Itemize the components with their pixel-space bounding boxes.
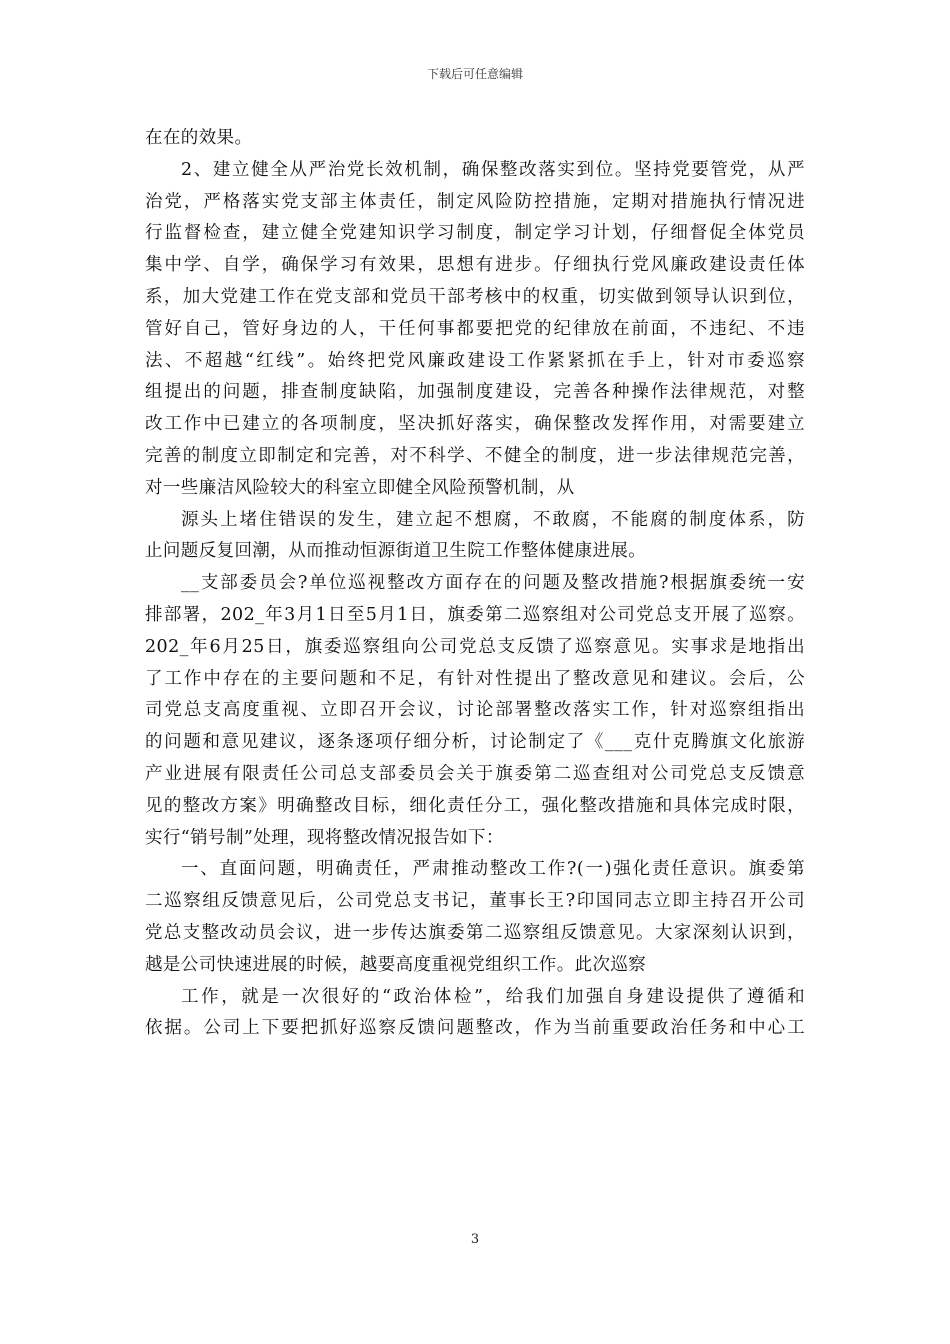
text-line: __支部委员会?单位巡视整改方面存在的问题及整改措施?根据旗委统一安: [181, 573, 805, 594]
text-line: 法、不超越“红线”。始终把党风廉政建设工作紧紧抓在手上，针对市委巡察: [145, 350, 805, 371]
text-line: 系，加大党建工作在党支部和党员干部考核中的权重，切实做到领导认识到位，: [145, 286, 805, 307]
text-line: 见的整改方案》明确整改目标，细化责任分工，强化整改措施和具体完成时限，: [145, 795, 805, 816]
text-line: 排部署，202_年3月1日至5月1日，旗委第二巡察组对公司党总支开展了巡察。: [145, 604, 805, 625]
text-line: 了工作中存在的主要问题和不足，有针对性提出了整改意见和建议。会后，公: [145, 668, 805, 689]
text-line: 实行“销号制”处理，现将整改情况报告如下：: [145, 827, 504, 848]
text-line: 202_年6月25日，旗委巡察组向公司党总支反馈了巡察意见。实事求是地指出: [145, 636, 805, 657]
text-line: 的问题和意见建议，逐条逐项仔细分析，讨论制定了《___克什克腾旗文化旅游: [145, 732, 805, 753]
page-header: 下载后可任意编辑: [426, 67, 523, 81]
text-line: 越是公司快速进展的时候，越要高度重视党组织工作。此次巡察: [145, 954, 647, 975]
text-line: 行监督检查，建立健全党建知识学习制度，制定学习计划，仔细督促全体党员: [145, 223, 805, 244]
text-line: 治党，严格落实党支部主体责任，制定风险防控措施，定期对措施执行情况进: [145, 191, 805, 212]
text-line: 一、直面问题，明确责任，严肃推动整改工作?(一)强化责任意识。旗委第: [181, 859, 805, 880]
text-line: 完善的制度立即制定和完善，对不科学、不健全的制度，进一步法律规范完善，: [145, 445, 805, 466]
text-line: 改工作中已建立的各项制度，坚决抓好落实，确保整改发挥作用，对需要建立: [145, 414, 805, 435]
text-line: 依据。公司上下要把抓好巡察反馈问题整改，作为当前重要政治任务和中心工: [145, 1018, 805, 1039]
text-line: 管好自己，管好身边的人，干任何事都要把党的纪律放在前面，不违纪、不违: [145, 318, 805, 339]
text-line: 二巡察组反馈意见后，公司党总支书记，董事长王?印国同志立即主持召开公司: [145, 891, 805, 912]
text-line: 源头上堵住错误的发生，建立起不想腐，不敢腐，不能腐的制度体系，防: [181, 509, 805, 530]
text-line: 组提出的问题，排查制度缺陷，加强制度建设，完善各种操作法律规范，对整: [145, 382, 805, 403]
text-line: 对一些廉洁风险较大的科室立即健全风险预警机制，从: [145, 477, 575, 498]
document-body: [145, 123, 805, 1045]
text-line: 集中学、自学，确保学习有效果，思想有进步。仔细执行党风廉政建设责任体: [145, 255, 805, 276]
page-number: 3: [470, 1232, 480, 1247]
text-line: 在在的效果。: [145, 128, 253, 148]
text-line: 工作，就是一次很好的“政治体检”，给我们加强自身建设提供了遵循和: [181, 986, 805, 1007]
text-line: 2、建立健全从严治党长效机制，确保整改落实到位。坚持党要管党，从严: [181, 159, 805, 180]
text-line: 止问题反复回潮，从而推动恒源街道卫生院工作整体健康进展。: [145, 541, 647, 562]
text-line: 司党总支高度重视、立即召开会议，讨论部署整改落实工作，针对巡察组指出: [145, 700, 805, 721]
text-line: 产业进展有限责任公司总支部委员会关于旗委第二巡查组对公司党总支反馈意: [145, 763, 805, 784]
text-line: 党总支整改动员会议，进一步传达旗委第二巡察组反馈意见。大家深刻认识到，: [145, 922, 805, 943]
